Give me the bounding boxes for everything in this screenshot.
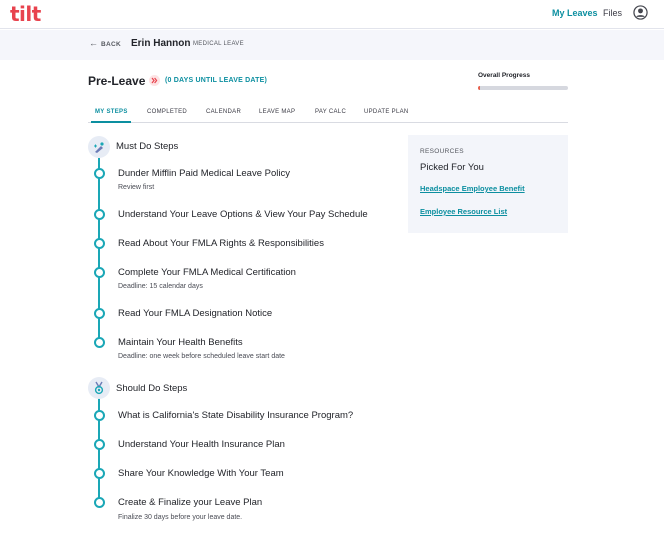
hand-pointer-icon: [88, 136, 110, 158]
plan-tabs: [88, 104, 568, 123]
nav-my-leaves[interactable]: My Leaves: [552, 8, 598, 18]
resources-panel: [408, 135, 568, 233]
step-title[interactable]: Read About Your FMLA Rights & Responsibilities: [118, 238, 324, 249]
step-title[interactable]: Create & Finalize your Leave Plan: [118, 497, 263, 508]
step-node: [94, 497, 105, 508]
overall-progress-bar: [478, 86, 568, 90]
arrow-left-icon[interactable]: ←: [89, 38, 98, 48]
resources-title: Picked For You: [420, 162, 484, 173]
step-node: [94, 410, 105, 421]
step-node: [94, 238, 105, 249]
resource-link-headspace[interactable]: Headspace Employee Benefit: [420, 184, 525, 193]
tab-pay-calc[interactable]: PAY CALC: [315, 109, 347, 115]
employee-name: Erin Hannon: [131, 38, 191, 49]
back-link[interactable]: BACK: [101, 41, 121, 48]
nav-files[interactable]: Files: [603, 8, 623, 18]
must-do-title: Must Do Steps: [116, 141, 179, 152]
resource-link-employee-list[interactable]: Employee Resource List: [420, 207, 508, 216]
tab-update-plan[interactable]: UPDATE PLAN: [364, 109, 409, 115]
step-title[interactable]: Read Your FMLA Designation Notice: [118, 308, 273, 319]
active-tab-indicator: [91, 121, 131, 123]
step-node: [94, 209, 105, 220]
overall-progress-fill: [478, 86, 480, 90]
double-chevron-right-icon: [149, 75, 160, 86]
step-title[interactable]: Maintain Your Health Benefits: [118, 337, 243, 348]
step-node: [94, 439, 105, 450]
step-node: [94, 468, 105, 479]
step-title[interactable]: Share Your Knowledge With Your Team: [118, 468, 284, 479]
step-title[interactable]: Dunder Mifflin Paid Medical Leave Policy: [118, 168, 290, 179]
leave-type-label: MEDICAL LEAVE: [193, 41, 244, 47]
tab-calendar[interactable]: CALENDAR: [206, 109, 242, 115]
overall-progress-label: Overall Progress: [478, 72, 531, 79]
step-node: [94, 267, 105, 278]
step-title[interactable]: Understand Your Health Insurance Plan: [118, 439, 285, 450]
resources-label: RESOURCES: [420, 148, 464, 155]
step-subtitle: Review first: [118, 184, 155, 191]
tab-leave-map[interactable]: LEAVE MAP: [259, 109, 296, 115]
step-node: [94, 337, 105, 348]
should-do-title: Should Do Steps: [116, 383, 188, 394]
medal-icon: [88, 377, 110, 399]
step-subtitle: Deadline: one week before scheduled leave start date: [118, 353, 285, 360]
tab-my-steps[interactable]: MY STEPS: [95, 109, 128, 115]
tilt-logo[interactable]: tilt: [10, 2, 41, 26]
step-node: [94, 308, 105, 319]
top-bar: [0, 0, 664, 29]
step-subtitle: Finalize 30 days before your leave date.: [118, 514, 243, 521]
user-avatar-icon[interactable]: [633, 5, 648, 20]
step-node: [94, 168, 105, 179]
leave-header: [0, 30, 664, 60]
step-subtitle: Deadline: 15 calendar days: [118, 283, 203, 290]
tab-completed[interactable]: COMPLETED: [147, 109, 188, 115]
days-until-leave: (0 DAYS UNTIL LEAVE DATE): [165, 77, 267, 84]
phase-title: Pre-Leave: [88, 74, 146, 88]
step-title[interactable]: Complete Your FMLA Medical Certification: [118, 267, 296, 278]
step-title[interactable]: Understand Your Leave Options & View Your Pay Schedule: [118, 209, 368, 220]
step-title[interactable]: What is California's State Disability Insurance Program?: [118, 410, 354, 421]
